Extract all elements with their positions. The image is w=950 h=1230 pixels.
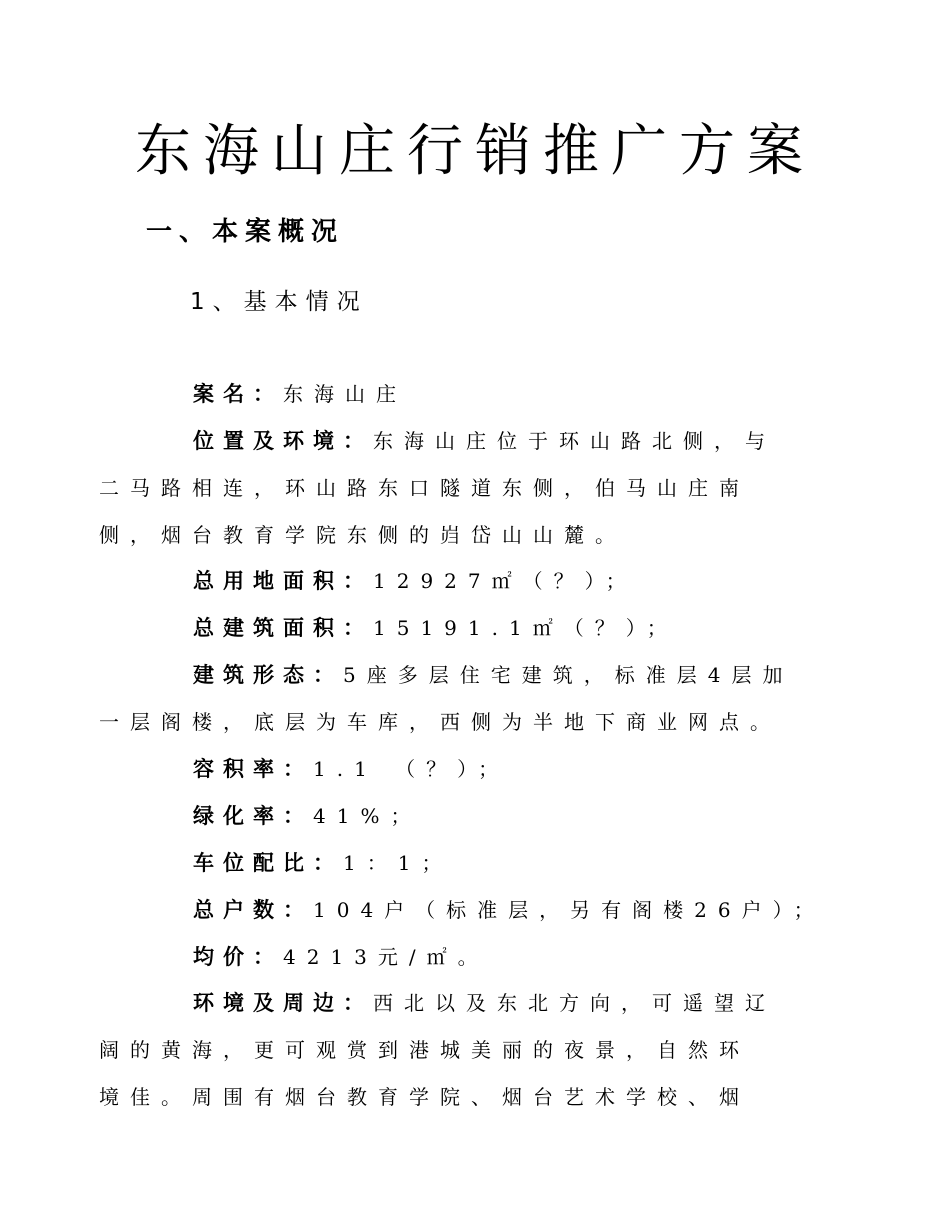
field-label: 位置及环境： [193, 429, 373, 453]
field-value-continued: 二马路相连，环山路东口隧道东侧，伯马山庄南 [99, 476, 750, 500]
field-value: 41%； [313, 804, 422, 828]
field-land-area [146, 558, 826, 605]
field-plot-ratio [146, 746, 826, 793]
field-value: 1：1； [343, 851, 453, 875]
field-value: 1.1 （？）； [313, 757, 510, 781]
field-surroundings [99, 980, 826, 1121]
field-value: 15191.1㎡（？）； [373, 616, 678, 640]
field-households [146, 887, 826, 934]
field-value: 东海山庄 [283, 382, 407, 406]
field-value: 5座多层住宅建筑，标准层4层加 [343, 663, 794, 687]
field-value: 4213元/㎡。 [283, 945, 489, 969]
field-value-continued: 阔的黄海，更可观赏到港城美丽的夜景，自然环 [99, 1038, 750, 1062]
field-average-price [146, 934, 826, 981]
field-project-name [146, 371, 826, 418]
field-value: 104户（标准层，另有阁楼26户）； [313, 898, 825, 922]
field-building-form [99, 652, 826, 746]
field-value: 12927㎡（？）； [373, 569, 637, 593]
field-label: 建筑形态： [193, 663, 343, 687]
field-label: 绿化率： [193, 804, 313, 828]
subsection-heading: 1、基本情况 [190, 289, 368, 315]
field-label: 均价： [193, 945, 283, 969]
field-label: 案名： [193, 382, 283, 406]
field-value: 东海山庄位于环山路北侧，与 [373, 429, 776, 453]
field-value-continued: 侧，烟台教育学院东侧的岿岱山山麓。 [99, 523, 626, 547]
field-label: 总户数： [193, 898, 313, 922]
field-value-continued: 境佳。周围有烟台教育学院、烟台艺术学校、烟 [99, 1085, 750, 1109]
field-label: 总建筑面积： [193, 616, 373, 640]
field-green-ratio [146, 793, 826, 840]
field-label: 环境及周边： [193, 991, 373, 1015]
field-location [99, 418, 826, 559]
field-label: 车位配比： [193, 851, 343, 875]
field-value: 西北以及东北方向，可遥望辽 [373, 991, 776, 1015]
field-parking-ratio [146, 840, 826, 887]
field-label: 总用地面积： [193, 569, 373, 593]
field-label: 容积率： [193, 757, 313, 781]
field-value-continued: 一层阁楼，底层为车库，西侧为半地下商业网点。 [99, 710, 781, 734]
field-building-area [146, 605, 826, 652]
section-heading: 一、本案概况 [146, 217, 345, 247]
document-title: 东海山庄行销推广方案 [135, 119, 815, 184]
